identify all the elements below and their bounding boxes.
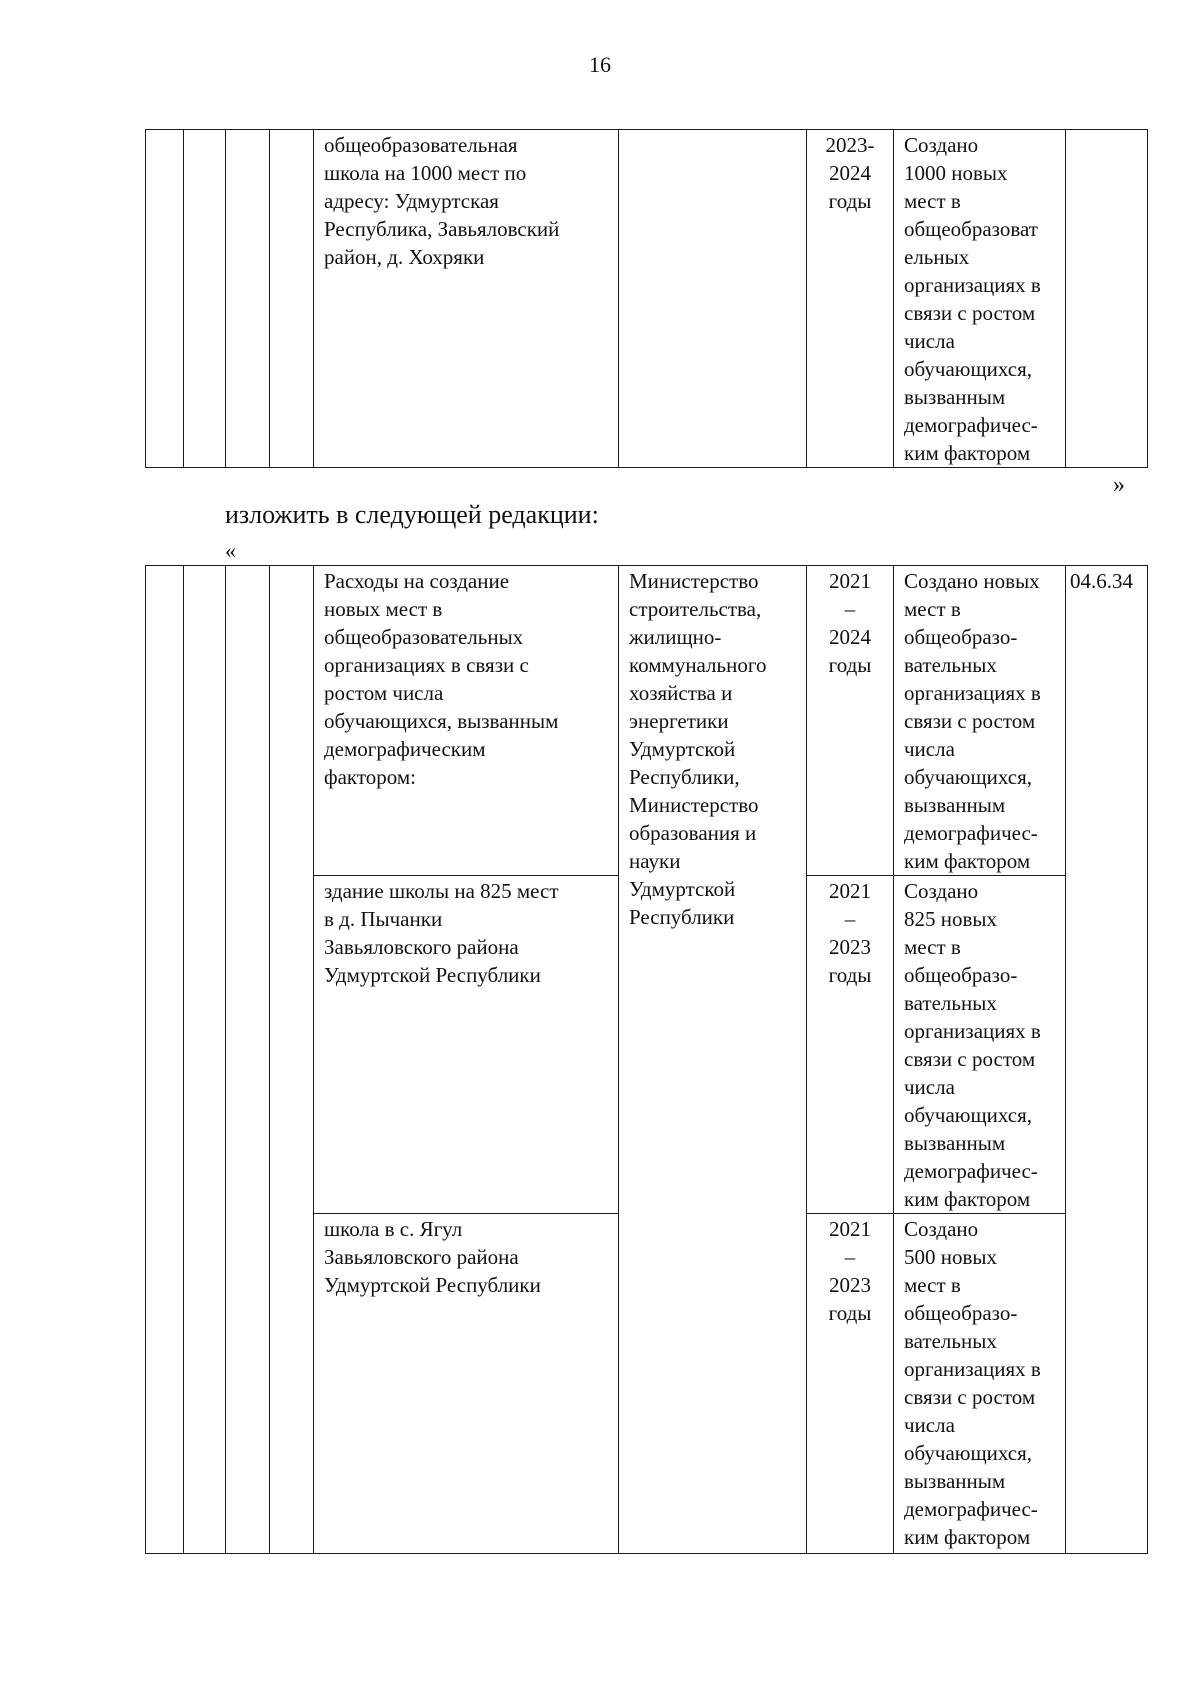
page-number: 16 <box>589 52 611 77</box>
cell-executor: Министерство строительства, жилищно- коммунального хозяйства и энергетики Удмуртской Республики, Министерство образования и науки Удмуртской Республики <box>619 566 807 1554</box>
table-previous-version <box>145 129 1148 468</box>
cell-description: здание школы на 825 мест в д. Пычанки Завьяловского района Удмуртской Республики <box>314 876 619 1214</box>
cell-description: Расходы на создание новых мест в общеобразовательных организациях в связи с ростом числа обучающихся, вызванным демографическим фактором: <box>314 566 619 876</box>
cell-description: школа в с. Ягул Завьяловского района Удмуртской Республики <box>314 1214 619 1554</box>
cell-result: Создано 825 новых мест в общеобразо- вательных организациях в связи с ростом числа обучающихся, вызванным демографичес- ким фактором <box>894 876 1066 1214</box>
cell-executor <box>619 130 807 468</box>
cell-col-1 <box>146 130 184 468</box>
cell-code <box>1066 130 1148 468</box>
intro-text: изложить в следующей редакции: <box>225 500 599 529</box>
table-row <box>146 566 1148 876</box>
cell-years: 2021 – 2024 годы <box>807 566 894 876</box>
cell-col-1 <box>146 566 184 1554</box>
cell-col-4 <box>270 130 314 468</box>
table-new-version <box>145 565 1148 1554</box>
cell-description: общеобразовательная школа на 1000 мест по адресу: Удмуртская Республика, Завьяловский район, д. Хохряки <box>314 130 619 468</box>
cell-col-2 <box>184 566 226 1554</box>
opening-quote: « <box>225 538 236 563</box>
closing-quote: » <box>1113 472 1125 498</box>
cell-col-3 <box>226 130 270 468</box>
cell-col-4 <box>270 566 314 1554</box>
cell-years: 2021 – 2023 годы <box>807 876 894 1214</box>
cell-years: 2023- 2024 годы <box>807 130 894 468</box>
table-row <box>146 130 1148 468</box>
cell-code: 04.6.34 <box>1066 566 1148 1554</box>
cell-col-2 <box>184 130 226 468</box>
cell-col-3 <box>226 566 270 1554</box>
cell-years: 2021 – 2023 годы <box>807 1214 894 1554</box>
cell-result: Создано новых мест в общеобразо- вательных организациях в связи с ростом числа обучающихся, вызванным демографичес- ким фактором <box>894 566 1066 876</box>
cell-result: Создано 1000 новых мест в общеобразоват ельных организациях в связи с ростом числа обучающихся, вызванным демографичес- ким фактором <box>894 130 1066 468</box>
cell-result: Создано 500 новых мест в общеобразо- вательных организациях в связи с ростом числа обучающихся, вызванным демографичес- ким фактором <box>894 1214 1066 1554</box>
